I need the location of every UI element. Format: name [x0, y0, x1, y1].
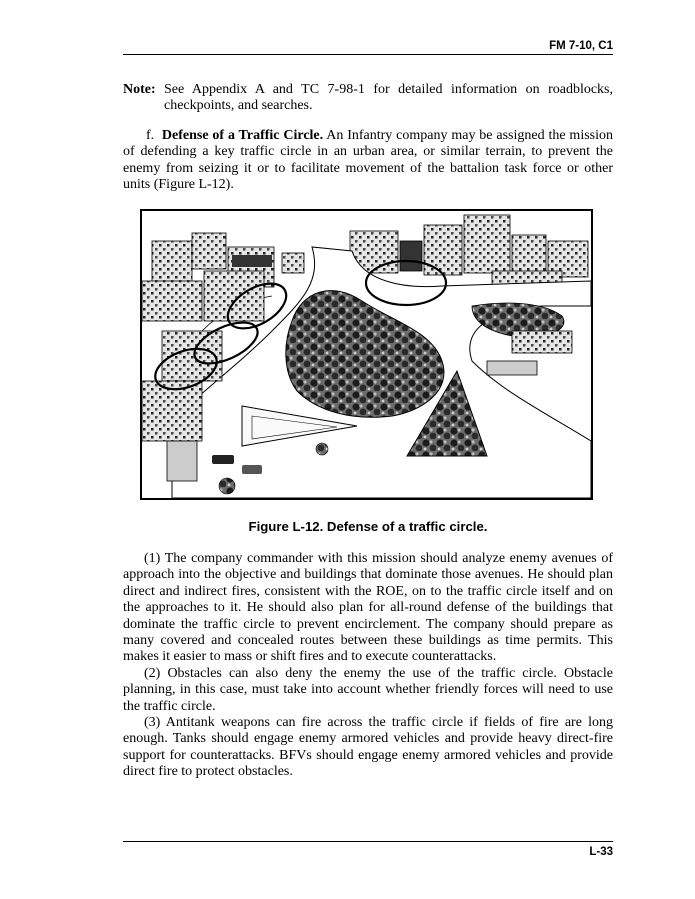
traffic-circle-illustration — [142, 211, 591, 498]
section-f-marker: f. — [146, 128, 155, 143]
figure-traffic-circle — [140, 209, 593, 500]
section-f-paragraph — [123, 128, 613, 194]
note-text: See Appendix A and TC 7-98-1 for detailed information on roadblocks, checkpoints, and searches. — [164, 82, 613, 114]
body-text — [123, 551, 613, 781]
header-rule — [123, 54, 613, 55]
footer-rule — [123, 841, 613, 842]
note-block — [123, 82, 613, 115]
figure-caption: Figure L-12. Defense of a traffic circle. — [248, 519, 488, 534]
section-f-heading: Defense of a Traffic Circle. — [161, 128, 324, 143]
running-header: FM 7-10, C1 — [549, 40, 613, 52]
paragraph-2: (2) Obstacles can also deny the enemy the use of the traffic circle. Obstacle planning, in this case, must take into account whether friendly forces will need to use the traffic circle. — [123, 665, 613, 714]
note-label: Note: — [123, 82, 156, 97]
page-number: L-33 — [589, 846, 613, 858]
section-f-text: An Infantry company may be assigned the mission of defending a key traffic circle in an urban area, or similar terrain, to prevent the enemy from seizing it or to facilitate movement of the battalion task force or other units (Figure L-12). — [123, 128, 613, 193]
paragraph-3: (3) Antitank weapons can fire across the traffic circle if fields of fire are long enough. Tanks should engage enemy armored vehicles and provide heavy direct-fire support for counterattacks. BFVs should engage enemy armored vehicles and provide direct fire to protect obstacles. — [123, 715, 613, 780]
paragraph-1: (1) The company commander with this mission should analyze enemy avenues of approach into the objective and buildings that dominate those avenues. He should plan direct and indirect fires, consistent with the ROE, on to the traffic circle itself and on the approaches to it. He should also plan for all-round defense of the buildings that dominate the traffic circle to prevent encirclement. The company should prepare as many covered and concealed routes between these buildings as time permits. This makes it easier to mass or shift fires and to execute counterattacks. — [123, 551, 613, 665]
